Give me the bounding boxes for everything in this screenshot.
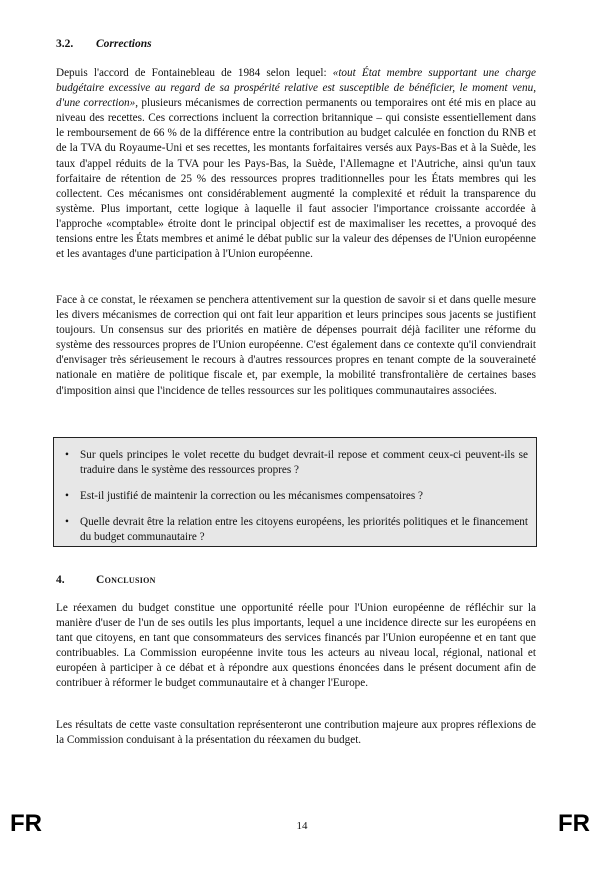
page-number: 14 (296, 820, 308, 832)
question-text: Quelle devrait être la relation entre les citoyens européens, les priorités politiques et le financement du budget communautaire ? (80, 516, 528, 543)
paragraph-consultation-results: Les résultats de cette vaste consultation représenteront une contribution majeure aux propres réflexions de la Commission conduisant à la présentation du réexamen du budget. (56, 719, 536, 747)
question-text: Est-il justifié de maintenir la correction ou les mécanismes compensatoires ? (80, 490, 423, 502)
bullet-icon: • (65, 449, 69, 461)
paragraph-corrections-history (56, 66, 536, 262)
bullet-icon: • (65, 490, 69, 502)
paragraph-rest: , plusieurs mécanismes de correction permanents ou temporaires ont été mis en place au niveau des recettes. Ces corrections incluent la correction britannique – qui consiste essentiellement dans le remboursement de 66 % de la différence entre la contribution au budget calculée en fonction du RNB et de la TVA du Royaume-Uni et ses recettes, les montants forfaitaires versés aux Pays-Bas et à la Suède, les taux d'appel réduits de la TVA pour les Pays-Bas, la Suède, l'Allemagne et l'Autriche, ainsi qu'un taux forfaitaire de rétention de 25 % des ressources propres traditionnelles pour les États membres qui les collectent. Ces mécanismes ont considérablement augmenté la complexité et réduit la transparence du système. Plus important, cette logique à laquelle il faut associer l'importance croissante accordée à l'approche «comptable» étroite dont le principal objectif est de maximaliser les recettes, a provoqué des tensions entre les États membres et animé le débat public sur la valeur des dépenses de l'Union européenne et les avantages d'une participation à l'Union européenne. (56, 97, 536, 261)
paragraph-review-corrections: Face à ce constat, le réexamen se penchera attentivement sur la question de savoir si et dans quelle mesure les divers mécanismes de correction qui ont fait leur apparition et leurs principes sous jacents se justifient toujours. Un consensus sur des priorités en matière de dépenses pourrait déjà faciliter une réforme du système des ressources propres de l'Union européenne. C'est également dans ce contexte qu'il conviendrait d'envisager très sérieusement le recours à d'autres ressources propres en tenant compte de la souveraineté nationale en matière de politique fiscale et, par exemple, la mobilité transfrontalière de certaines bases d'imposition ainsi que l'incidence de telles ressources sur les politiques communautaires associées. (56, 294, 536, 397)
paragraph-intro: Depuis l'accord de Fontainebleau de 1984 selon lequel: (56, 67, 333, 79)
paragraph-conclusion: Le réexamen du budget constitue une opportunité réelle pour l'Union européenne de réfléchir sur la manière d'user de l'un de ses outils les plus importants, lequel a une incidence directe sur les européens en tant que citoyens, en tant que consommateurs des services financés par l'Union européenne et en tant que contribuables. La Commission européenne invite tous les acteurs au niveau local, régional, national et européen à participer à ce débat et à répondre aux questions énoncées dans le présent document afin de contribuer à réformer le budget communautaire et à changer l'Europe. (56, 602, 536, 690)
question-text: Sur quels principes le volet recette du budget devrait-il repose et comment ceux-ci peuvent-ils se traduire dans le système des ressources propres ? (80, 449, 528, 476)
section-number: 3.2. (56, 38, 74, 50)
section-heading-conclusion (56, 574, 156, 586)
footer-language-right: FR (558, 810, 590, 837)
section-heading-corrections (56, 38, 152, 50)
fontainebleau-quote: «tout État membre supportant une charge budgétaire excessive au regard de sa prospérité relative est susceptible de bénéficier, le moment venu, d'une correction» (56, 67, 536, 110)
question-item (62, 515, 528, 545)
section-number: 4. (56, 574, 65, 586)
question-item (62, 448, 528, 478)
questions-box (53, 437, 537, 547)
section-title: Conclusion (96, 574, 156, 586)
section-title: Corrections (96, 38, 152, 50)
bullet-icon: • (65, 516, 69, 528)
question-item (62, 489, 528, 504)
footer-language-left: FR (10, 810, 42, 837)
